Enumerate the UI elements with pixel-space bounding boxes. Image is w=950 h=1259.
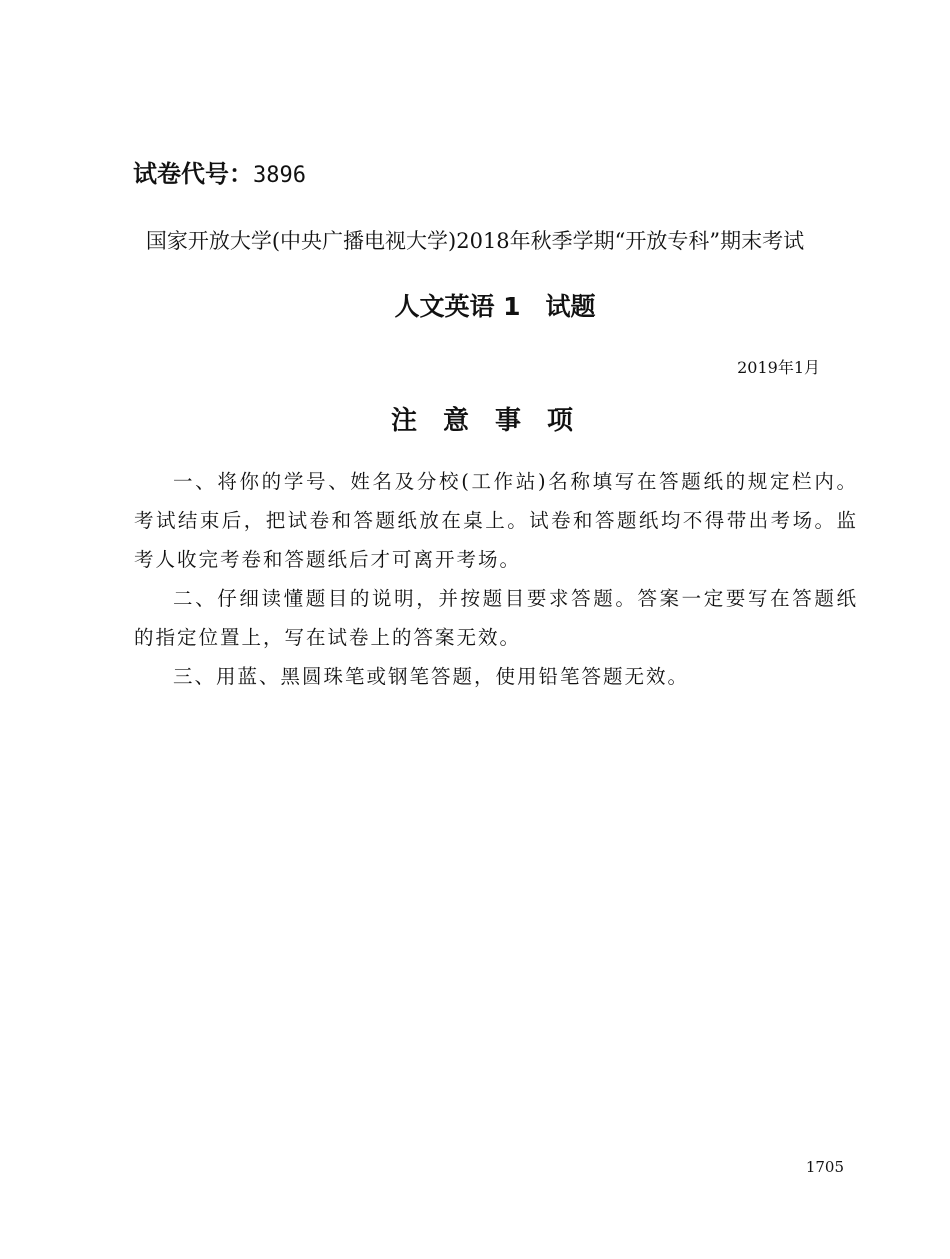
notice-heading: 注意事项	[390, 406, 599, 436]
instructions-list	[134, 462, 858, 696]
instruction-item-3: 三、用蓝、黑圆珠笔或钢笔答题，使用铅笔答题无效。	[173, 665, 690, 688]
instruction-item-2: 二、仔细读懂题目的说明，并按题目要求答题。答案一定要写在答题纸的指定位置上，写在试卷上的答案无效。	[134, 587, 858, 649]
exam-date: 2019年1月	[737, 358, 820, 377]
paper-code-label: 试卷代号：	[133, 160, 253, 188]
page-number: 1705	[805, 1158, 844, 1176]
paper-code-line	[133, 158, 306, 192]
instruction-item-1: 一、将你的学号、姓名及分校(工作站)名称填写在答题纸的规定栏内。考试结束后，把试卷和答题纸放在桌上。试卷和答题纸均不得带出考场。监考人收完考卷和答题纸后才可离开考场。	[134, 470, 858, 571]
exam-title: 国家开放大学(中央广播电视大学)2018年秋季学期“开放专科”期末考试	[145, 229, 805, 253]
subject-title: 人文英语 1 试题	[394, 292, 596, 321]
paper-code-value: 3896	[253, 163, 306, 188]
